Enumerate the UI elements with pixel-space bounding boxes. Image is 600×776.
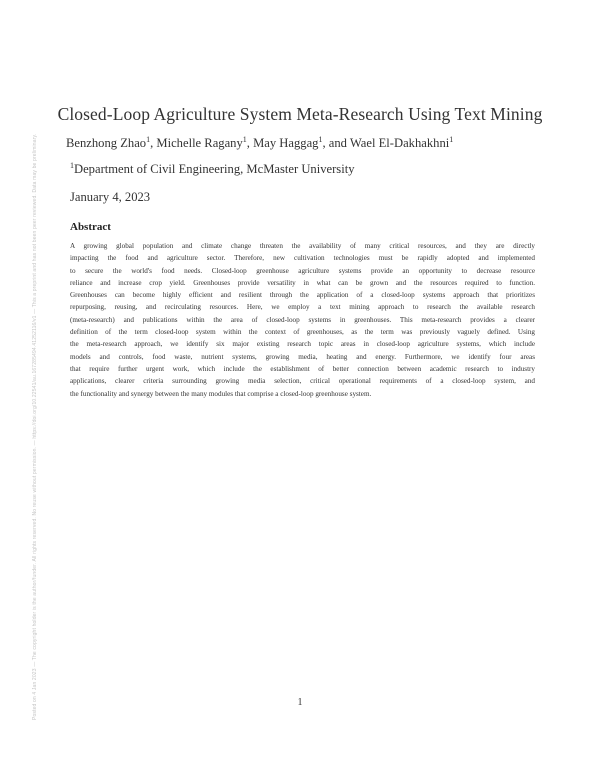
abstract-line: the functionality and synergy between the many modules that comprise a closed-loop greenhouse system. <box>70 389 372 398</box>
author-name: Michelle Ragany <box>156 136 243 150</box>
author-name: Wael El-Dakhakhni <box>349 136 450 150</box>
preprint-side-note: Posted on 4 Jan 2023 — The copyright holder is the author/funder. All rights reserved. No reuse without permission. — https://doi.org/10.22541/au.167285494.41252116/v1 — This a preprint and has not been peer reviewed. Data may be preliminary. <box>32 133 38 720</box>
author-separator: , and <box>322 136 350 150</box>
abstract-line: impacting the food and agriculture sector. Therefore, new cultivation technologies must be rapidly adopted and implemented <box>70 254 535 263</box>
abstract-line: applications, clearer criteria surrounding growing media selection, critical operational requirements of a closed-loop system, and <box>70 377 535 386</box>
author-affiliation-mark: 1 <box>318 134 323 144</box>
affiliation-mark: 1 <box>70 160 74 170</box>
author-affiliation-mark: 1 <box>449 134 454 144</box>
abstract-line: reliance and increase crop yield. Greenhouses provide versatility in what can be grown and the resources required to function. <box>70 278 535 287</box>
author-separator: , <box>150 136 157 150</box>
author-list <box>66 136 453 151</box>
abstract-line: repurposing, reusing, and recirculating resources. Here, we employ a text mining approach to research the available research <box>70 303 535 312</box>
publication-date: January 4, 2023 <box>70 190 151 204</box>
abstract-line: A growing global population and climate change threaten the availability of many critical resources, and they are directly <box>70 242 535 250</box>
abstract-line: that require further urgent work, which include the establishment of better connection between academic research to industry <box>70 364 535 373</box>
author-affiliation-mark: 1 <box>242 134 247 144</box>
abstract-line: (meta-research) and publications within the area of closed-loop systems in greenhouses. This meta-research provides a clearer <box>70 315 535 324</box>
abstract-line: Greenhouses can become highly efficient and resilient through the application of a closed-loop systems approach that prioritizes <box>70 291 535 300</box>
author-name: Benzhong Zhao <box>66 136 147 150</box>
abstract-heading: Abstract <box>70 221 111 233</box>
author-separator: , <box>246 136 254 150</box>
abstract-line: to secure the world's food needs. Closed-loop greenhouse agriculture systems provide an opportunity to decrease resource <box>70 266 535 275</box>
page-number: 1 <box>297 697 303 708</box>
abstract-line: the meta-research approach, we identify six major existing research topic areas in closed-loop agriculture systems, which include <box>70 340 535 349</box>
abstract-body <box>70 240 535 400</box>
abstract-line: models and controls, food waste, nutrient systems, growing media, heating and energy. Furthermore, we identify four areas <box>70 352 535 361</box>
author-name: May Haggag <box>253 136 319 150</box>
paper-title: Closed-Loop Agriculture System Meta-Research Using Text Mining <box>57 104 543 124</box>
abstract-line: definition of the term closed-loop system within the context of greenhouses, as the term was previously vaguely defined. Using <box>70 328 535 337</box>
author-affiliation-mark: 1 <box>146 134 151 144</box>
affiliation <box>70 162 355 177</box>
affiliation-text: Department of Civil Engineering, McMaster University <box>74 162 355 176</box>
